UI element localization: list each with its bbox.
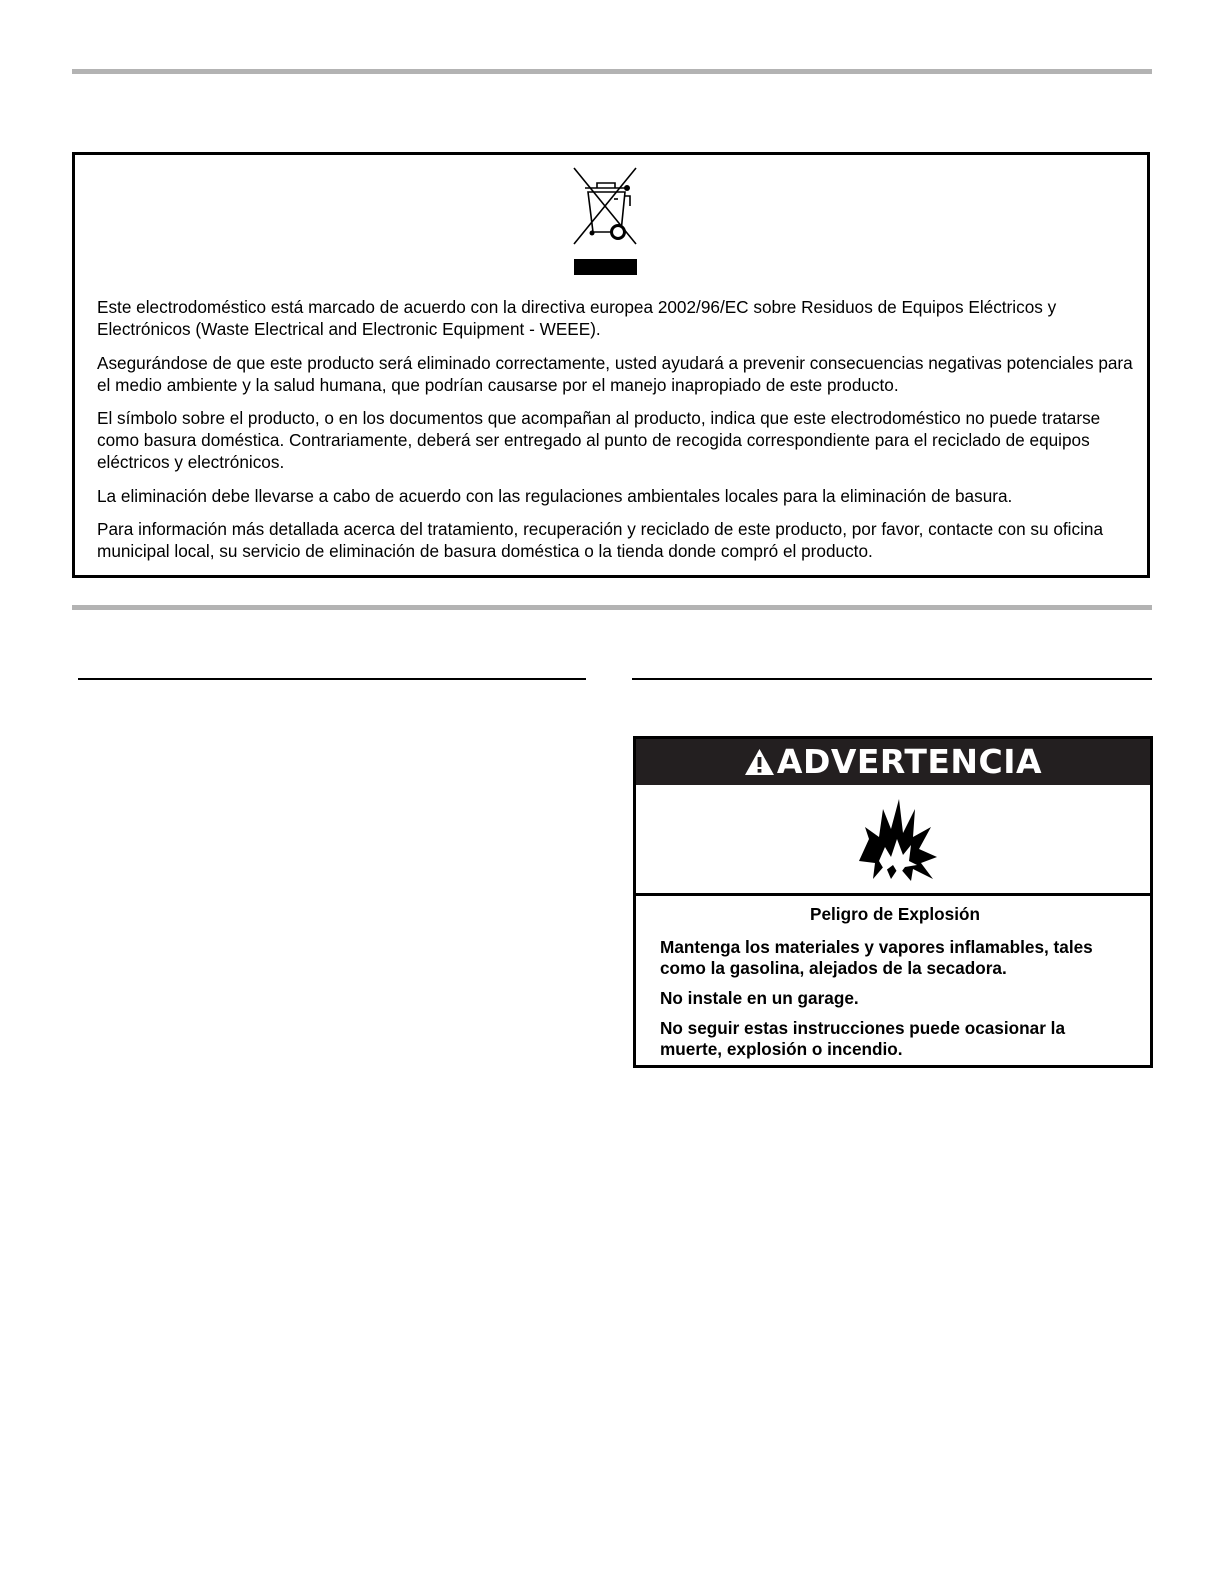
warning-body [660,899,1130,1069]
explosion-icon [855,799,939,883]
top-divider [72,69,1152,74]
weee-paragraph: Asegurándose de que este producto será eliminado correctamente, usted ayudará a prevenir consecuencias negativas potenciales para el medio ambiente y la salud humana, que podrían causarse por el manejo inapropiado de este producto. [97,352,1133,395]
warning-subtitle: Peligro de Explosión [810,904,980,924]
weee-paragraph: La eliminación debe llevarse a cabo de acuerdo con las regulaciones ambientales locales para la eliminación de basura. [97,485,1013,506]
warning-box [633,736,1153,1068]
weee-paragraph: Para información más detallada acerca del tratamiento, recuperación y reciclado de este producto, por favor, contacte con su oficina municipal local, su servicio de eliminación de basura doméstica o la tienda donde compró el producto. [97,519,1104,561]
warning-item: No instale en un garage. [660,988,859,1008]
section-divider [72,605,1152,610]
warning-title: ADVERTENCIA [776,742,1043,781]
weee-text [97,296,1137,574]
left-column-rule [78,678,586,680]
crossed-out-wheelie-bin-icon [570,166,642,278]
weee-paragraph: Este electrodoméstico está marcado de acuerdo con la directiva europea 2002/96/EC sobre Residuos de Equipos Eléctricos y Electrónicos (Waste Electrical and Electronic Equipment - WEEE). [97,297,1057,339]
warning-item: Mantenga los materiales y vapores inflamables, tales como la gasolina, alejados de la secadora. [660,937,1093,978]
warning-item: No seguir estas instrucciones puede ocasionar la muerte, explosión o incendio. [660,1018,1065,1059]
warning-header [636,739,1150,785]
warning-triangle-icon [744,748,775,776]
right-column-rule [632,678,1152,680]
weee-paragraph: El símbolo sobre el producto, o en los documentos que acompañan al producto, indica que este electrodoméstico no puede tratarse como basura doméstica. Contrariamente, deberá ser entregado al punto de recogida correspondiente para el reciclado de equipos eléctricos y electrónicos. [97,408,1101,472]
explosion-panel [636,785,1150,896]
